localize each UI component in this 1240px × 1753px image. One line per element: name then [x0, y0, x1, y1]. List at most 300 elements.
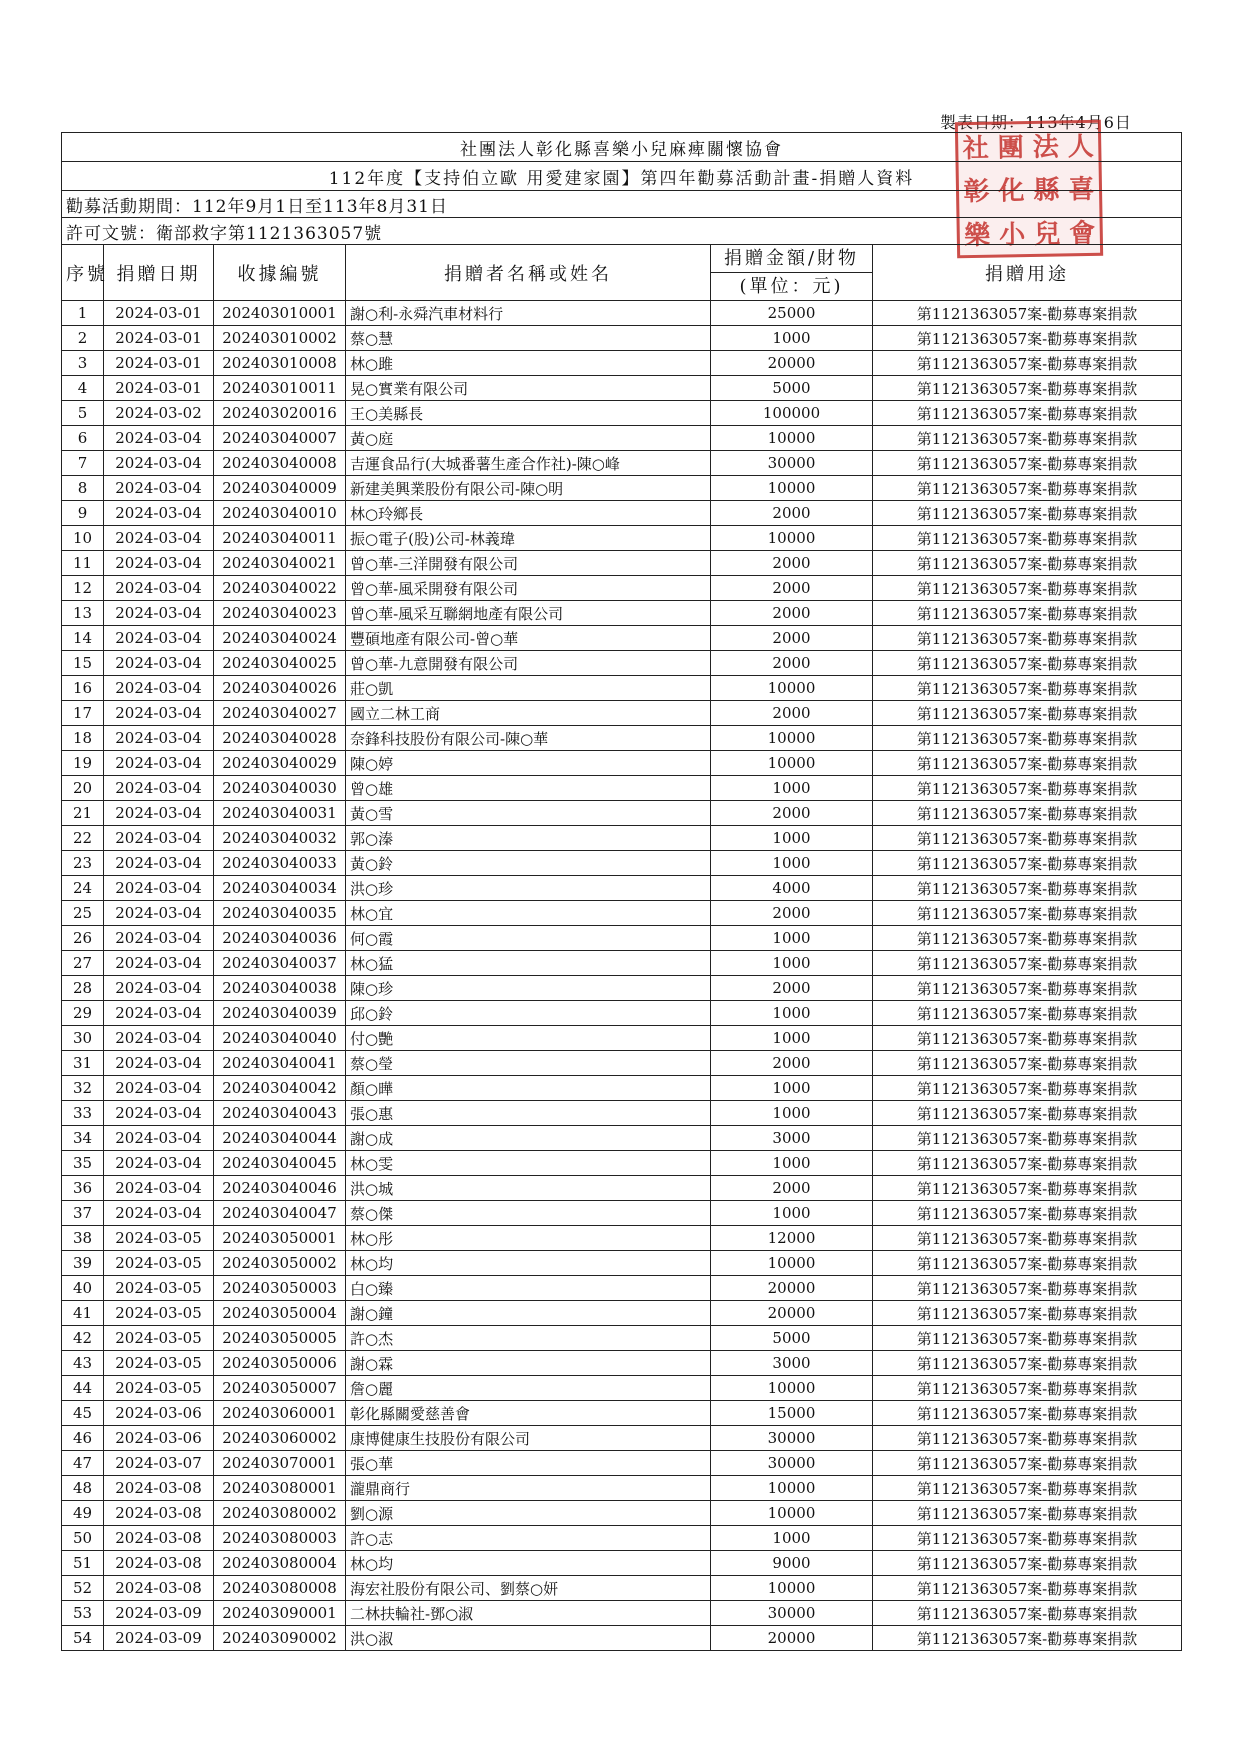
table-row [62, 1376, 1182, 1401]
row-number: 21 [62, 801, 104, 826]
receipt-number: 202403040011 [214, 526, 346, 551]
donation-date: 2024-03-04 [104, 976, 214, 1001]
donor-name: 謝○成 [346, 1126, 711, 1151]
donation-purpose: 第1121363057案-勸募專案捐款 [873, 901, 1182, 926]
donation-purpose: 第1121363057案-勸募專案捐款 [873, 1576, 1182, 1601]
receipt-number: 202403050002 [214, 1251, 346, 1276]
period-row [62, 191, 1182, 218]
receipt-number: 202403040042 [214, 1076, 346, 1101]
col-header-no: 序號 [62, 245, 104, 301]
donation-purpose: 第1121363057案-勸募專案捐款 [873, 526, 1182, 551]
table-row [62, 951, 1182, 976]
row-number: 34 [62, 1126, 104, 1151]
donation-purpose: 第1121363057案-勸募專案捐款 [873, 501, 1182, 526]
donation-amount: 2000 [711, 501, 873, 526]
permit-number: 許可文號：衛部救字第1121363057號 [62, 218, 1182, 245]
donation-purpose: 第1121363057案-勸募專案捐款 [873, 401, 1182, 426]
donation-date: 2024-03-04 [104, 1201, 214, 1226]
donation-purpose: 第1121363057案-勸募專案捐款 [873, 1526, 1182, 1551]
donation-amount: 1000 [711, 1201, 873, 1226]
donor-name: 林○彤 [346, 1226, 711, 1251]
seal-glyph: 法 [1032, 132, 1060, 164]
donation-purpose: 第1121363057案-勸募專案捐款 [873, 701, 1182, 726]
table-row [62, 326, 1182, 351]
donation-purpose: 第1121363057案-勸募專案捐款 [873, 626, 1182, 651]
table-row [62, 1251, 1182, 1276]
col-header-amount [711, 245, 873, 301]
row-number: 36 [62, 1176, 104, 1201]
receipt-number: 202403050004 [214, 1301, 346, 1326]
table-row [62, 476, 1182, 501]
campaign-period: 勸募活動期間：112年9月1日至113年8月31日 [62, 191, 1182, 218]
donation-purpose: 第1121363057案-勸募專案捐款 [873, 776, 1182, 801]
seal-glyph: 小 [999, 219, 1026, 251]
donation-amount: 2000 [711, 901, 873, 926]
donor-name: 蔡○瑩 [346, 1051, 711, 1076]
donation-purpose: 第1121363057案-勸募專案捐款 [873, 851, 1182, 876]
table-row [62, 1026, 1182, 1051]
row-number: 13 [62, 601, 104, 626]
donation-purpose: 第1121363057案-勸募專案捐款 [873, 801, 1182, 826]
donation-date: 2024-03-04 [104, 851, 214, 876]
receipt-number: 202403050005 [214, 1326, 346, 1351]
receipt-number: 202403040028 [214, 726, 346, 751]
table-row [62, 301, 1182, 326]
row-number: 54 [62, 1626, 104, 1651]
table-row [62, 1526, 1182, 1551]
donation-amount: 20000 [711, 1301, 873, 1326]
donation-amount: 12000 [711, 1226, 873, 1251]
donation-amount: 1000 [711, 1026, 873, 1051]
row-number: 52 [62, 1576, 104, 1601]
donor-name: 林○均 [346, 1251, 711, 1276]
donation-date: 2024-03-04 [104, 751, 214, 776]
table-row [62, 501, 1182, 526]
table-row [62, 626, 1182, 651]
row-number: 49 [62, 1501, 104, 1526]
table-row [62, 351, 1182, 376]
donation-date: 2024-03-06 [104, 1426, 214, 1451]
row-number: 30 [62, 1026, 104, 1051]
table-row [62, 1151, 1182, 1176]
donor-name: 陳○珍 [346, 976, 711, 1001]
donation-purpose: 第1121363057案-勸募專案捐款 [873, 351, 1182, 376]
row-number: 3 [62, 351, 104, 376]
column-header-row [62, 245, 1182, 301]
receipt-number: 202403040023 [214, 601, 346, 626]
donor-name: 許○志 [346, 1526, 711, 1551]
donor-name: 曾○雄 [346, 776, 711, 801]
table-row [62, 376, 1182, 401]
row-number: 37 [62, 1201, 104, 1226]
table-row [62, 1276, 1182, 1301]
donation-date: 2024-03-01 [104, 326, 214, 351]
receipt-number: 202403040007 [214, 426, 346, 451]
donor-name: 何○霞 [346, 926, 711, 951]
donation-purpose: 第1121363057案-勸募專案捐款 [873, 726, 1182, 751]
donation-purpose: 第1121363057案-勸募專案捐款 [873, 1101, 1182, 1126]
donation-amount: 9000 [711, 1551, 873, 1576]
donor-name: 吉運食品行(大城番薯生產合作社)-陳○峰 [346, 451, 711, 476]
donation-purpose: 第1121363057案-勸募專案捐款 [873, 1176, 1182, 1201]
donor-table [61, 132, 1182, 1651]
receipt-number: 202403060001 [214, 1401, 346, 1426]
table-row [62, 576, 1182, 601]
donation-amount: 1000 [711, 951, 873, 976]
seal-glyph: 人 [1067, 132, 1095, 163]
donor-name: 謝○利-永舜汽車材料行 [346, 301, 711, 326]
donation-date: 2024-03-04 [104, 726, 214, 751]
donation-date: 2024-03-04 [104, 501, 214, 526]
donation-date: 2024-03-05 [104, 1301, 214, 1326]
donor-name: 張○惠 [346, 1101, 711, 1126]
donation-date: 2024-03-05 [104, 1376, 214, 1401]
donation-amount: 2000 [711, 651, 873, 676]
donation-amount: 2000 [711, 601, 873, 626]
donor-name: 曾○華-九意開發有限公司 [346, 651, 711, 676]
donation-purpose: 第1121363057案-勸募專案捐款 [873, 926, 1182, 951]
table-row [62, 1076, 1182, 1101]
row-number: 25 [62, 901, 104, 926]
row-number: 20 [62, 776, 104, 801]
donation-amount: 2000 [711, 1051, 873, 1076]
donation-purpose: 第1121363057案-勸募專案捐款 [873, 1401, 1182, 1426]
donation-date: 2024-03-04 [104, 676, 214, 701]
row-number: 6 [62, 426, 104, 451]
donation-amount: 1000 [711, 326, 873, 351]
row-number: 4 [62, 376, 104, 401]
donation-date: 2024-03-04 [104, 1151, 214, 1176]
row-number: 10 [62, 526, 104, 551]
donor-name: 洪○淑 [346, 1626, 711, 1651]
donation-purpose: 第1121363057案-勸募專案捐款 [873, 1276, 1182, 1301]
receipt-number: 202403060002 [214, 1426, 346, 1451]
receipt-number: 202403010001 [214, 301, 346, 326]
receipt-number: 202403040022 [214, 576, 346, 601]
table-row [62, 1326, 1182, 1351]
donation-purpose: 第1121363057案-勸募專案捐款 [873, 1126, 1182, 1151]
receipt-number: 202403040031 [214, 801, 346, 826]
donor-name: 黃○鈴 [346, 851, 711, 876]
receipt-number: 202403040033 [214, 851, 346, 876]
receipt-number: 202403090001 [214, 1601, 346, 1626]
donation-amount: 10000 [711, 726, 873, 751]
donation-date: 2024-03-05 [104, 1276, 214, 1301]
table-row [62, 1551, 1182, 1576]
row-number: 53 [62, 1601, 104, 1626]
row-number: 7 [62, 451, 104, 476]
donor-name: 郭○溱 [346, 826, 711, 851]
donor-name: 劉○源 [346, 1501, 711, 1526]
row-number: 16 [62, 676, 104, 701]
donation-amount: 1000 [711, 1101, 873, 1126]
row-number: 23 [62, 851, 104, 876]
donation-amount: 10000 [711, 1501, 873, 1526]
receipt-number: 202403010011 [214, 376, 346, 401]
receipt-number: 202403040043 [214, 1101, 346, 1126]
receipt-number: 202403040047 [214, 1201, 346, 1226]
donation-purpose: 第1121363057案-勸募專案捐款 [873, 576, 1182, 601]
row-number: 9 [62, 501, 104, 526]
receipt-number: 202403020016 [214, 401, 346, 426]
col-header-date: 捐贈日期 [104, 245, 214, 301]
donation-date: 2024-03-05 [104, 1351, 214, 1376]
receipt-number: 202403050003 [214, 1276, 346, 1301]
row-number: 35 [62, 1151, 104, 1176]
donation-date: 2024-03-01 [104, 301, 214, 326]
receipt-number: 202403080003 [214, 1526, 346, 1551]
row-number: 45 [62, 1401, 104, 1426]
row-number: 11 [62, 551, 104, 576]
donation-date: 2024-03-04 [104, 926, 214, 951]
seal-glyph: 兒 [1034, 219, 1061, 250]
donation-date: 2024-03-04 [104, 901, 214, 926]
donation-purpose: 第1121363057案-勸募專案捐款 [873, 751, 1182, 776]
donation-amount: 30000 [711, 1451, 873, 1476]
seal-glyph: 喜 [1068, 175, 1095, 206]
donor-name: 海宏社股份有限公司、劉蔡○妍 [346, 1576, 711, 1601]
receipt-number: 202403050007 [214, 1376, 346, 1401]
row-number: 26 [62, 926, 104, 951]
donation-purpose: 第1121363057案-勸募專案捐款 [873, 1476, 1182, 1501]
row-number: 40 [62, 1276, 104, 1301]
donation-date: 2024-03-08 [104, 1551, 214, 1576]
table-row [62, 1176, 1182, 1201]
donation-date: 2024-03-04 [104, 1076, 214, 1101]
donation-amount: 10000 [711, 426, 873, 451]
row-number: 39 [62, 1251, 104, 1276]
donation-purpose: 第1121363057案-勸募專案捐款 [873, 826, 1182, 851]
donor-name: 林○猛 [346, 951, 711, 976]
seal-glyph: 樂 [964, 220, 991, 251]
donation-amount: 2000 [711, 801, 873, 826]
donor-name: 晃○實業有限公司 [346, 376, 711, 401]
receipt-number: 202403040045 [214, 1151, 346, 1176]
table-row [62, 1001, 1182, 1026]
donation-purpose: 第1121363057案-勸募專案捐款 [873, 1626, 1182, 1651]
made-date: 製表日期：113年4月6日 [940, 113, 1132, 132]
receipt-number: 202403040029 [214, 751, 346, 776]
row-number: 42 [62, 1326, 104, 1351]
table-row [62, 1451, 1182, 1476]
table-row [62, 1201, 1182, 1226]
table-row [62, 1226, 1182, 1251]
table-row [62, 751, 1182, 776]
seal-glyph: 化 [998, 176, 1025, 208]
row-number: 47 [62, 1451, 104, 1476]
receipt-number: 202403080008 [214, 1576, 346, 1601]
donation-amount: 10000 [711, 1476, 873, 1501]
donor-name: 林○宜 [346, 901, 711, 926]
donor-name: 張○華 [346, 1451, 711, 1476]
donation-amount: 1000 [711, 851, 873, 876]
donation-amount: 10000 [711, 1251, 873, 1276]
donation-amount: 5000 [711, 1326, 873, 1351]
table-row [62, 1401, 1182, 1426]
receipt-number: 202403040032 [214, 826, 346, 851]
table-row [62, 651, 1182, 676]
receipt-number: 202403040025 [214, 651, 346, 676]
row-number: 19 [62, 751, 104, 776]
donation-purpose: 第1121363057案-勸募專案捐款 [873, 676, 1182, 701]
row-number: 44 [62, 1376, 104, 1401]
donation-purpose: 第1121363057案-勸募專案捐款 [873, 451, 1182, 476]
donation-purpose: 第1121363057案-勸募專案捐款 [873, 1426, 1182, 1451]
row-number: 8 [62, 476, 104, 501]
donation-amount: 10000 [711, 526, 873, 551]
donation-date: 2024-03-04 [104, 801, 214, 826]
table-row [62, 676, 1182, 701]
receipt-number: 202403040027 [214, 701, 346, 726]
donation-amount: 2000 [711, 551, 873, 576]
donation-amount: 2000 [711, 701, 873, 726]
donor-name: 顏○曄 [346, 1076, 711, 1101]
donation-date: 2024-03-01 [104, 351, 214, 376]
donation-amount: 20000 [711, 1626, 873, 1651]
table-row [62, 826, 1182, 851]
donation-amount: 1000 [711, 826, 873, 851]
receipt-number: 202403050001 [214, 1226, 346, 1251]
donor-name: 蔡○慧 [346, 326, 711, 351]
donation-date: 2024-03-04 [104, 1001, 214, 1026]
donation-amount: 1000 [711, 1001, 873, 1026]
donation-purpose: 第1121363057案-勸募專案捐款 [873, 951, 1182, 976]
table-row [62, 1626, 1182, 1651]
row-number: 41 [62, 1301, 104, 1326]
donation-amount: 3000 [711, 1351, 873, 1376]
row-number: 18 [62, 726, 104, 751]
donation-date: 2024-03-04 [104, 701, 214, 726]
donation-amount: 3000 [711, 1126, 873, 1151]
donor-name: 二林扶輪社-鄧○淑 [346, 1601, 711, 1626]
donor-name: 彰化縣關愛慈善會 [346, 1401, 711, 1426]
donation-amount: 1000 [711, 1526, 873, 1551]
donation-amount: 1000 [711, 1076, 873, 1101]
row-number: 48 [62, 1476, 104, 1501]
table-row [62, 426, 1182, 451]
donor-name: 林○均 [346, 1551, 711, 1576]
donor-name: 陳○婷 [346, 751, 711, 776]
donation-purpose: 第1121363057案-勸募專案捐款 [873, 476, 1182, 501]
col-header-amount-label: 捐贈金額/財物 [723, 248, 860, 269]
donation-date: 2024-03-04 [104, 1051, 214, 1076]
table-row [62, 776, 1182, 801]
donation-purpose: 第1121363057案-勸募專案捐款 [873, 1601, 1182, 1626]
donation-date: 2024-03-05 [104, 1326, 214, 1351]
donation-date: 2024-03-04 [104, 451, 214, 476]
donation-date: 2024-03-04 [104, 1126, 214, 1151]
donation-date: 2024-03-09 [104, 1626, 214, 1651]
receipt-number: 202403050006 [214, 1351, 346, 1376]
table-row [62, 801, 1182, 826]
donation-date: 2024-03-04 [104, 426, 214, 451]
donation-purpose: 第1121363057案-勸募專案捐款 [873, 551, 1182, 576]
receipt-number: 202403040036 [214, 926, 346, 951]
receipt-number: 202403070001 [214, 1451, 346, 1476]
table-row [62, 701, 1182, 726]
row-number: 32 [62, 1076, 104, 1101]
donation-amount: 2000 [711, 576, 873, 601]
donation-purpose: 第1121363057案-勸募專案捐款 [873, 1451, 1182, 1476]
row-number: 46 [62, 1426, 104, 1451]
receipt-number: 202403080002 [214, 1501, 346, 1526]
receipt-number: 202403040040 [214, 1026, 346, 1051]
table-row [62, 1501, 1182, 1526]
row-number: 17 [62, 701, 104, 726]
donation-purpose: 第1121363057案-勸募專案捐款 [873, 1551, 1182, 1576]
donation-amount: 15000 [711, 1401, 873, 1426]
table-row [62, 976, 1182, 1001]
donation-purpose: 第1121363057案-勸募專案捐款 [873, 1351, 1182, 1376]
donation-purpose: 第1121363057案-勸募專案捐款 [873, 376, 1182, 401]
table-row [62, 926, 1182, 951]
donor-name: 邱○鈴 [346, 1001, 711, 1026]
permit-row [62, 218, 1182, 245]
donation-purpose: 第1121363057案-勸募專案捐款 [873, 1051, 1182, 1076]
table-row [62, 1576, 1182, 1601]
receipt-number: 202403040044 [214, 1126, 346, 1151]
donation-amount: 10000 [711, 751, 873, 776]
donation-date: 2024-03-04 [104, 1101, 214, 1126]
donation-purpose: 第1121363057案-勸募專案捐款 [873, 326, 1182, 351]
receipt-number: 202403010002 [214, 326, 346, 351]
donation-date: 2024-03-08 [104, 1526, 214, 1551]
table-row [62, 1601, 1182, 1626]
receipt-number: 202403040039 [214, 1001, 346, 1026]
seal-glyph: 社 [962, 133, 990, 165]
donation-amount: 10000 [711, 676, 873, 701]
receipt-number: 202403040041 [214, 1051, 346, 1076]
donor-name: 莊○凱 [346, 676, 711, 701]
row-number: 33 [62, 1101, 104, 1126]
donation-purpose: 第1121363057案-勸募專案捐款 [873, 1151, 1182, 1176]
donation-date: 2024-03-06 [104, 1401, 214, 1426]
donation-date: 2024-03-05 [104, 1226, 214, 1251]
table-row [62, 526, 1182, 551]
donation-date: 2024-03-04 [104, 651, 214, 676]
donation-purpose: 第1121363057案-勸募專案捐款 [873, 601, 1182, 626]
donation-amount: 20000 [711, 1276, 873, 1301]
row-number: 43 [62, 1351, 104, 1376]
receipt-number: 202403040009 [214, 476, 346, 501]
seal-glyph: 團 [997, 133, 1025, 164]
row-number: 50 [62, 1526, 104, 1551]
row-number: 38 [62, 1226, 104, 1251]
donation-amount: 1000 [711, 926, 873, 951]
donor-name: 豐碩地產有限公司-曾○華 [346, 626, 711, 651]
table-row [62, 601, 1182, 626]
row-number: 28 [62, 976, 104, 1001]
table-row [62, 401, 1182, 426]
seal-glyph: 縣 [1033, 175, 1060, 207]
donation-amount: 10000 [711, 1376, 873, 1401]
donation-date: 2024-03-04 [104, 601, 214, 626]
seal-glyph: 彰 [963, 177, 990, 208]
receipt-number: 202403040035 [214, 901, 346, 926]
receipt-number: 202403040046 [214, 1176, 346, 1201]
row-number: 51 [62, 1551, 104, 1576]
row-number: 2 [62, 326, 104, 351]
receipt-number: 202403080001 [214, 1476, 346, 1501]
donation-date: 2024-03-04 [104, 626, 214, 651]
col-header-receipt: 收據編號 [214, 245, 346, 301]
donation-purpose: 第1121363057案-勸募專案捐款 [873, 426, 1182, 451]
table-row [62, 1351, 1182, 1376]
receipt-number: 202403040038 [214, 976, 346, 1001]
col-header-amount-unit: (單位：元) [711, 272, 872, 300]
row-number: 12 [62, 576, 104, 601]
donation-amount: 10000 [711, 1576, 873, 1601]
